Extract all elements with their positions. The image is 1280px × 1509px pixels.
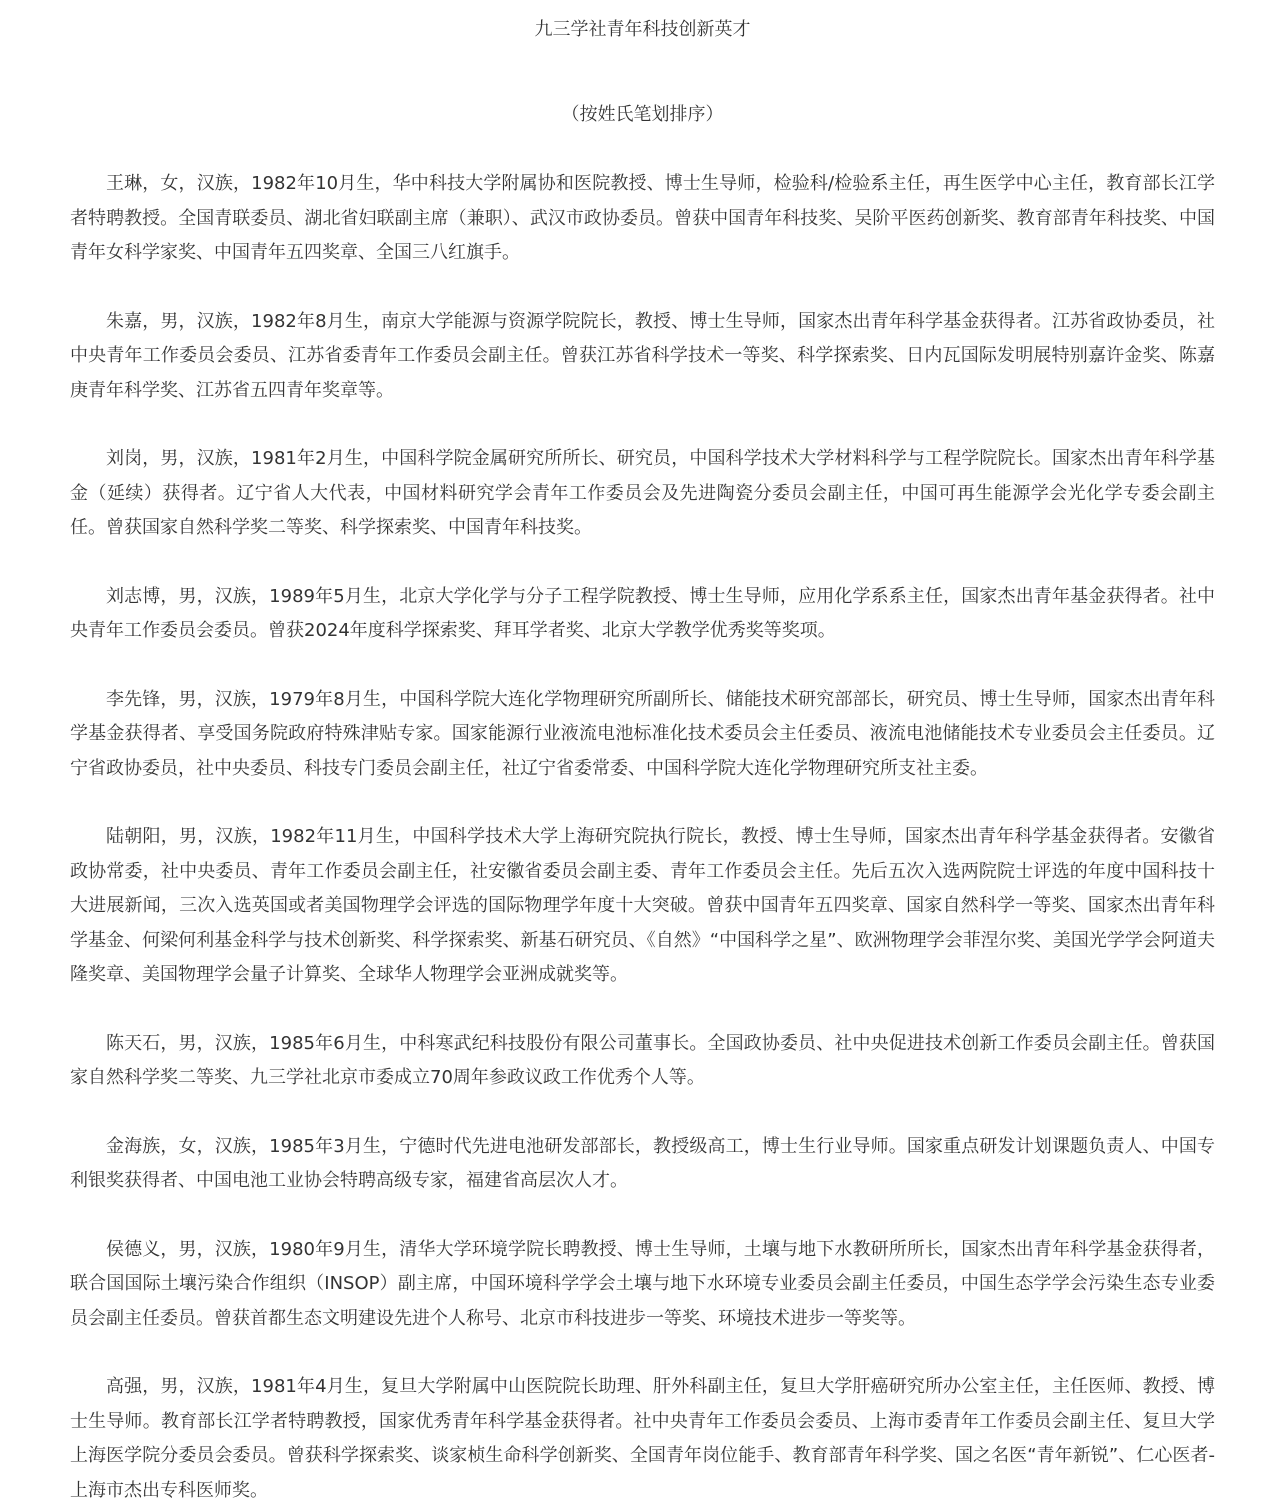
bio-paragraph: 刘岗，男，汉族，1981年2月生，中国科学院金属研究所所长、研究员，中国科学技术大学材料科学与工程学院院长。国家杰出青年科学基金（延续）获得者。辽宁省人大代表，中国材料研究学会青年工作委员会及先进陶瓷分委员会副主任，中国可再生能源学会光化学专委会副主任。曾获国家自然科学奖二等奖、科学探索奖、中国青年科技奖。 <box>70 448 1215 538</box>
bio-paragraph: 陈天石，男，汉族，1985年6月生，中科寒武纪科技股份有限公司董事长。全国政协委员、社中央促进技术创新工作委员会副主任。曾获国家自然科学奖二等奖、九三学社北京市委成立70周年参政议政工作优秀个人等。 <box>70 1032 1215 1088</box>
bio-paragraph: 李先锋，男，汉族，1979年8月生，中国科学院大连化学物理研究所副所长、储能技术研究部部长，研究员、博士生导师，国家杰出青年科学基金获得者、享受国务院政府特殊津贴专家。国家能源行业液流电池标准化技术委员会主任委员、液流电池储能技术专业委员会主任委员。辽宁省政协委员，社中央委员、科技专门委员会副主任，社辽宁省委常委、中国科学院大连化学物理研究所支社主委。 <box>70 688 1215 779</box>
bio-list <box>70 147 1215 1508</box>
bio-paragraph: 刘志博，男，汉族，1989年5月生，北京大学化学与分子工程学院教授、博士生导师，应用化学系系主任，国家杰出青年基金获得者。社中央青年工作委员会委员。曾获2024年度科学探索奖、拜耳学者奖、北京大学教学优秀奖等奖项。 <box>70 585 1215 641</box>
bio-paragraph: 金海族，女，汉族，1985年3月生，宁德时代先进电池研发部部长，教授级高工，博士生行业导师。国家重点研发计划课题负责人、中国专利银奖获得者、中国电池工业协会特聘高级专家，福建省高层次人才。 <box>70 1135 1215 1191</box>
bio-paragraph: 陆朝阳，男，汉族，1982年11月生，中国科学技术大学上海研究院执行院长，教授、博士生导师，国家杰出青年科学基金获得者。安徽省政协常委，社中央委员、青年工作委员会副主任，社安徽省委员会副主委、青年工作委员会主任。先后五次入选两院院士评选的年度中国科技十大进展新闻，三次入选英国或者美国物理学会评选的国际物理学年度十大突破。曾获中国青年五四奖章、国家自然科学一等奖、国家杰出青年科学基金、何梁何利基金科学与技术创新奖、科学探索奖、新基石研究员、《自然》“中国科学之星”、欧洲物理学会菲涅尔奖、美国光学学会阿道夫隆奖章、美国物理学会量子计算奖、全球华人物理学会亚洲成就奖等。 <box>70 826 1215 985</box>
page-title: 九三学社青年科技创新英才 <box>534 19 751 40</box>
bio-paragraph: 高强，男，汉族，1981年4月生，复旦大学附属中山医院院长助理、肝外科副主任，复旦大学肝癌研究所办公室主任，主任医师、教授、博士生导师。教育部长江学者特聘教授，国家优秀青年科学基金获得者。社中央青年工作委员会委员、上海市委青年工作委员会副主任、复旦大学上海医学院分委员会委员。曾获科学探索奖、谈家桢生命科学创新奖、全国青年岗位能手、教育部青年科学奖、国之名医“青年新锐”、仁心医者-上海市杰出专科医师奖。 <box>70 1376 1215 1501</box>
bio-paragraph: 朱嘉，男，汉族，1982年8月生，南京大学能源与资源学院院长，教授、博士生导师，国家杰出青年科学基金获得者。江苏省政协委员，社中央青年工作委员会委员、江苏省委青年工作委员会副主任。曾获江苏省科学技术一等奖、科学探索奖、日内瓦国际发明展特别嘉许金奖、陈嘉庚青年科学奖、江苏省五四青年奖章等。 <box>70 310 1215 401</box>
article <box>70 0 1215 1508</box>
page-subtitle: （按姓氏笔划排序） <box>561 104 724 125</box>
bio-paragraph: 侯德义，男，汉族，1980年9月生，清华大学环境学院长聘教授、博士生导师，土壤与地下水教研所所长，国家杰出青年科学基金获得者，联合国国际土壤污染合作组织（INSOP）副主席，中国环境科学学会土壤与地下水环境专业委员会副主任委员，中国生态学学会污染生态专业委员会副主任委员。曾获首都生态文明建设先进个人称号、北京市科技进步一等奖、环境技术进步一等奖等。 <box>70 1238 1215 1329</box>
bio-paragraph: 王琳，女，汉族，1982年10月生，华中科技大学附属协和医院教授、博士生导师，检验科/检验系主任，再生医学中心主任，教育部长江学者特聘教授。全国青联委员、湖北省妇联副主席（兼职）、武汉市政协委员。曾获中国青年科技奖、吴阶平医药创新奖、教育部青年科技奖、中国青年女科学家奖、中国青年五四奖章、全国三八红旗手。 <box>70 173 1215 263</box>
